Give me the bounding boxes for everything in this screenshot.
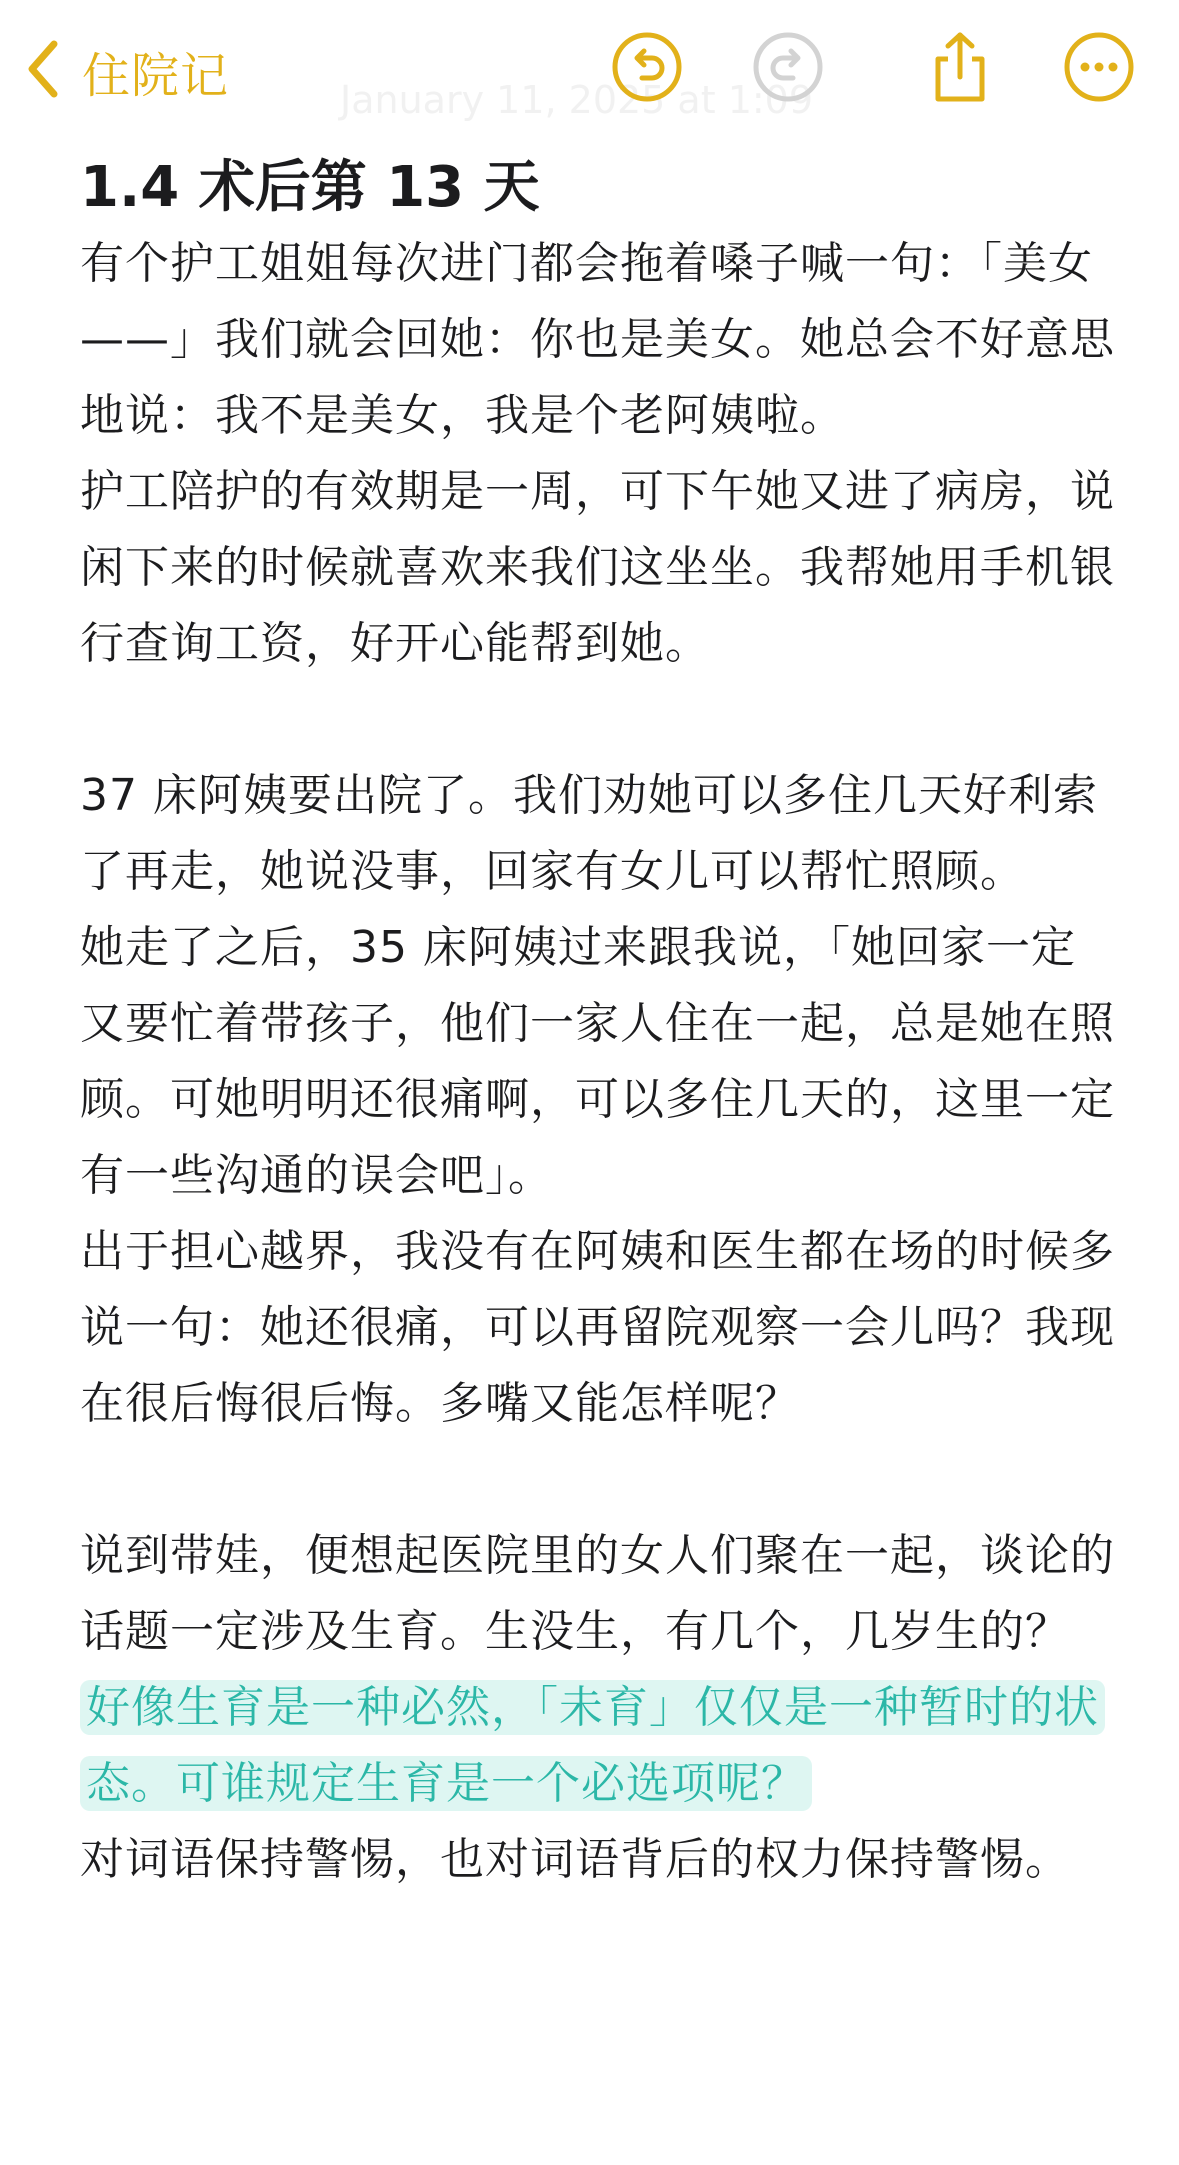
back-label: 住院记 xyxy=(82,47,230,104)
paragraph-1: 有个护工姐姐每次进门都会拖着嗓子喊一句：「美女——」我们就会回她：你也是美女。她总会不好意思地说：我不是美女，我是个老阿姨啦。 xyxy=(80,238,1115,441)
blank-line xyxy=(80,682,1120,758)
note-date: January 11, 2025 at 1:09 xyxy=(340,78,814,122)
paragraph-2: 护工陪护的有效期是一周，可下午她又进了病房，说闲下来的时候就喜欢来我们这坐坐。我帮她用手机银行查询工资，好开心能帮到她。 xyxy=(80,466,1115,669)
chevron-left-icon xyxy=(24,38,64,104)
blank-line xyxy=(80,1442,1120,1518)
undo-button[interactable] xyxy=(611,33,683,105)
more-button[interactable] xyxy=(1063,33,1135,105)
navigation-bar xyxy=(0,0,1179,150)
redo-icon xyxy=(752,31,824,107)
share-icon xyxy=(924,31,996,107)
paragraph-7: 对词语保持警惕，也对词语背后的权力保持警惕。 xyxy=(80,1834,1070,1885)
highlighted-text: 好像生育是一种必然，「未育」仅仅是一种暂时的状态。可谁规定生育是一个必选项呢？ xyxy=(80,1680,1105,1811)
more-icon xyxy=(1063,31,1135,107)
paragraph-6 xyxy=(80,1518,1120,1822)
paragraph-3: 37 床阿姨要出院了。我们劝她可以多住几天好利索了再走，她说没事，回家有女儿可以帮忙照顾。 xyxy=(80,770,1098,897)
paragraph-5: 出于担心越界，我没有在阿姨和医生都在场的时候多说一句：她还很痛，可以再留院观察一会儿吗？我现在很后悔很后悔。多嘴又能怎样呢？ xyxy=(80,1226,1115,1429)
undo-icon xyxy=(611,31,683,107)
paragraph-6-text: 说到带娃，便想起医院里的女人们聚在一起，谈论的话题一定涉及生育。生没生，有几个，几岁生的？ xyxy=(80,1530,1115,1657)
note-title: 1.4 术后第 13 天 xyxy=(80,155,540,220)
note-body[interactable] xyxy=(80,150,1120,1898)
paragraph-4: 她走了之后，35 床阿姨过来跟我说，「她回家一定又要忙着带孩子，他们一家人住在一起，总是她在照顾。可她明明还很痛啊，可以多住几天的，这里一定有一些沟通的误会吧」。 xyxy=(80,922,1115,1201)
redo-button[interactable] xyxy=(752,33,824,105)
back-button[interactable] xyxy=(24,36,229,106)
share-button[interactable] xyxy=(924,33,996,105)
